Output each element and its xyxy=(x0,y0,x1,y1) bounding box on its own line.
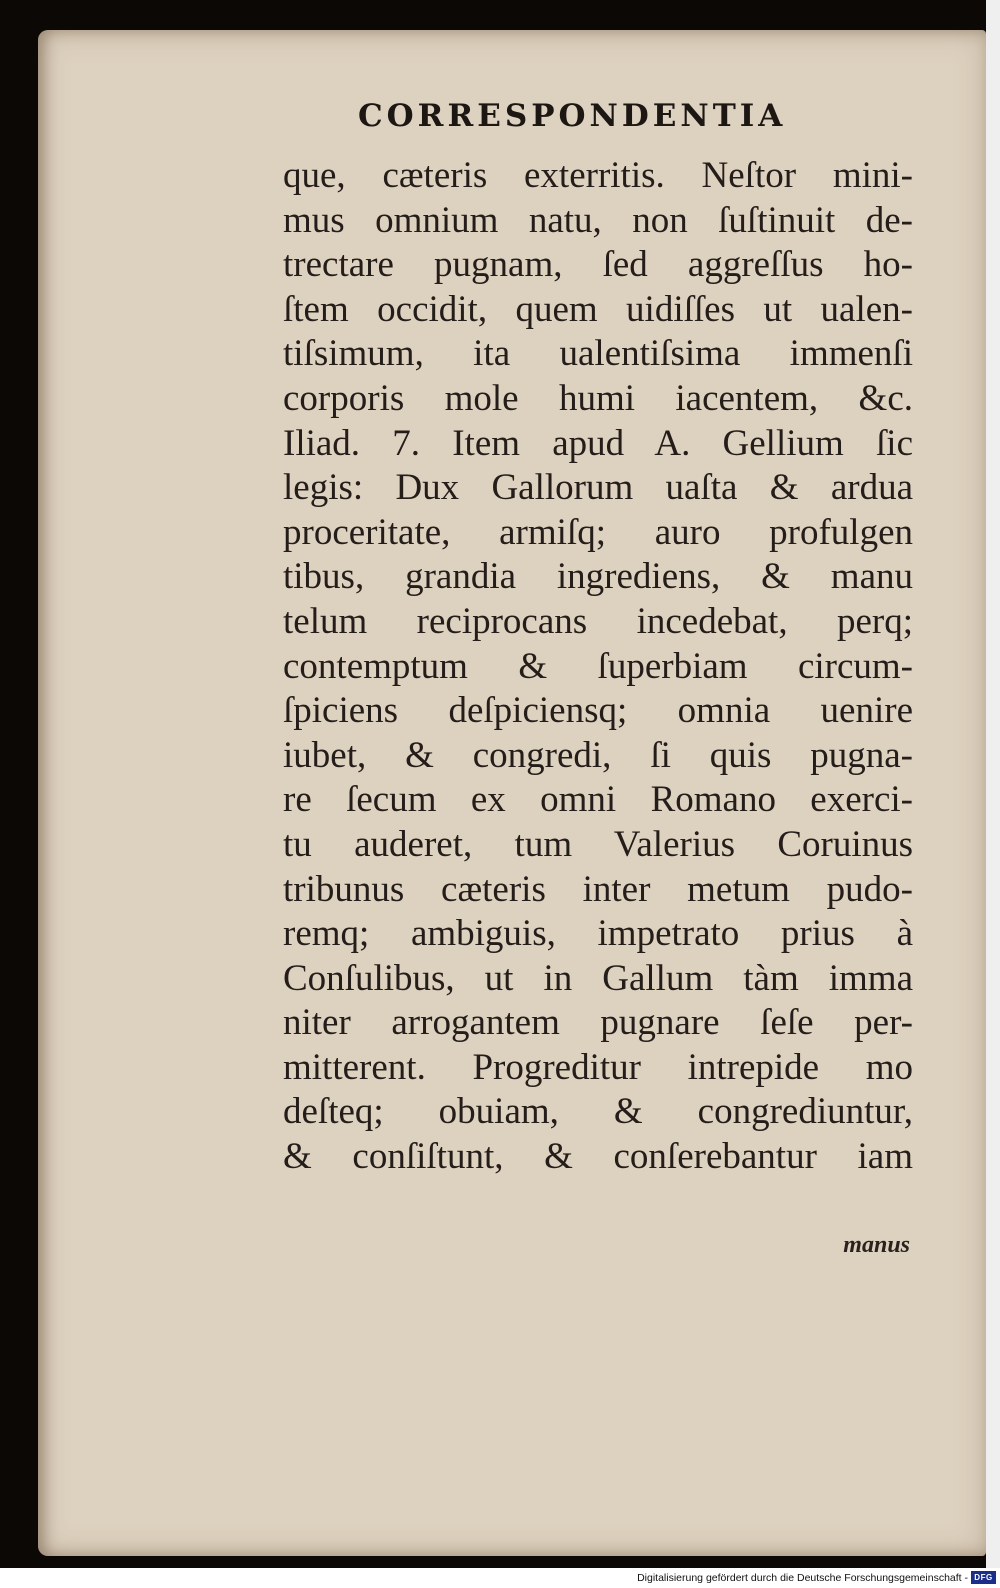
body-text xyxy=(283,154,913,1180)
text-line: trectare pugnam, ſed aggreſſus ho- xyxy=(283,244,913,286)
catchword: manus xyxy=(843,1232,910,1258)
funding-note: Digitalisierung gefördert durch die Deutsche Forschungsgemeinschaft - xyxy=(637,1572,968,1584)
scan-edge-strip xyxy=(986,0,1000,1568)
text-line: que, cæteris exterritis. Neſtor mini- xyxy=(283,155,913,196)
text-line: proceritate, armiſq; auro profulgen xyxy=(283,511,913,553)
text-line: tibus, grandia ingrediens, & manu xyxy=(283,556,913,598)
text-line: tu auderet, tum Valerius Coruinus xyxy=(283,823,913,865)
text-line: tribunus cæteris inter metum pudo- xyxy=(283,868,913,910)
text-line: & conſiſtunt, & conſerebantur iam xyxy=(283,1136,913,1178)
text-line: iubet, & congredi, ſi quis pugna- xyxy=(283,734,913,776)
text-line: Iliad. 7. Item apud A. Gellium ſic xyxy=(283,422,913,464)
text-line: deſteq; obuiam, & congrediuntur, xyxy=(283,1091,913,1133)
text-line: remq; ambiguis, impetrato prius à xyxy=(283,913,913,955)
text-line: Conſulibus, ut in Gallum tàm imma xyxy=(283,957,913,999)
text-line: corporis mole humi iacentem, &c. xyxy=(283,377,913,419)
text-line: niter arrogantem pugnare ſeſe per- xyxy=(283,1002,913,1044)
text-line: mus omnium natu, non ſuſtinuit de- xyxy=(283,199,913,241)
text-line: contemptum & ſuperbiam circum- xyxy=(283,645,913,687)
text-line: ſtem occidit, quem uidiſſes ut ualen- xyxy=(283,288,913,330)
text-line: ſpiciens deſpiciensq; omnia uenire xyxy=(283,690,913,732)
text-line: legis: Dux Gallorum uaſta & ardua xyxy=(283,467,913,509)
text-line: telum reciprocans incedebat, perq; xyxy=(283,600,913,642)
text-line: tiſsimum, ita ualentiſsima immenſi xyxy=(283,333,913,375)
running-head: CORRESPONDENTIA xyxy=(358,98,787,134)
dfg-logo-icon: DFG xyxy=(971,1571,996,1584)
text-line: re ſecum ex omni Romano exerci- xyxy=(283,779,913,821)
text-line: mitterent. Progreditur intrepide mo xyxy=(283,1046,913,1088)
footer-bar xyxy=(0,1568,1000,1588)
